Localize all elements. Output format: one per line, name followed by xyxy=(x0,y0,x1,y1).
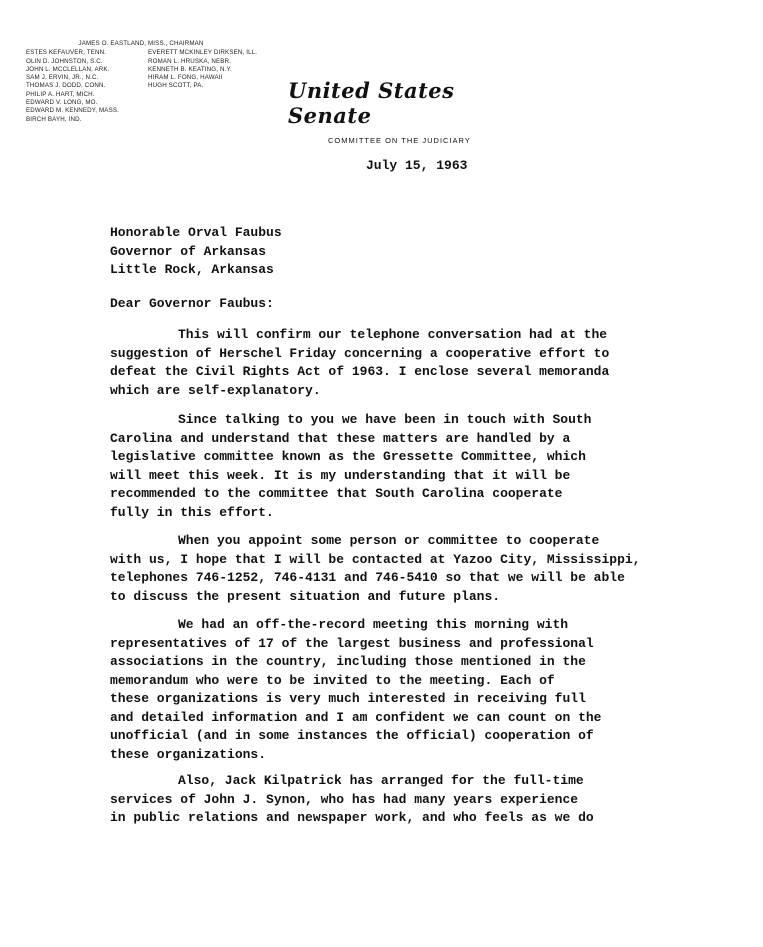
text-line: legislative committee known as the Gressette Committee, which xyxy=(110,449,586,464)
text-line: defeat the Civil Rights Act of 1963. I enclose several memoranda xyxy=(110,364,610,379)
committee-member: SAM J. ERVIN, JR., N.C. xyxy=(26,74,99,82)
text-line: and detailed information and I am confident we can count on the xyxy=(110,709,602,725)
committee-roster xyxy=(26,40,276,124)
text-line: Since talking to you we have been in touch with South xyxy=(178,412,592,427)
text-line: fully in this effort. xyxy=(110,504,274,520)
committee-member: BIRCH BAYH, IND. xyxy=(26,115,82,123)
committee-member: EDWARD M. KENNEDY, MASS. xyxy=(26,107,119,115)
committee-member: HUGH SCOTT, PA. xyxy=(148,82,204,90)
committee-member: ESTES KEFAUVER, TENN. xyxy=(26,49,107,57)
text-line: telephones 746-1252, 746-4131 and 746-5410 so that we will be able xyxy=(110,570,625,585)
text-line: unofficial (and in some instances the official) cooperation of xyxy=(110,728,594,743)
text-line: which are self-explanatory. xyxy=(110,382,321,398)
text-line: suggestion of Herschel Friday concerning a cooperative effort to xyxy=(110,345,610,361)
roster-left-column xyxy=(26,49,148,124)
text-line: to discuss the present situation and future plans. xyxy=(110,588,501,604)
letterhead xyxy=(288,78,528,145)
text-line: these organizations. xyxy=(110,746,267,762)
roster-right-column xyxy=(148,49,276,124)
text-line: This will confirm our telephone conversation had at the xyxy=(178,327,608,342)
text-line: services of John J. Synon, who has had many years experience xyxy=(110,791,579,807)
text-line: recommended to the committee that South Carolina cooperate xyxy=(110,486,563,501)
committee-member: EVERETT MCKINLEY DIRKSEN, ILL. xyxy=(148,49,258,57)
text-line: will meet this week. It is my understanding that it will be xyxy=(110,467,571,483)
address-line: Honorable Orval Faubus xyxy=(110,225,282,240)
text-line: memorandum who were to be invited to the meeting. Each of xyxy=(110,672,555,688)
committee-member: EDWARD V. LONG, MO. xyxy=(26,99,98,107)
paragraph-2 xyxy=(110,411,605,522)
committee-member: OLIN D. JOHNSTON, S.C. xyxy=(26,57,103,65)
text-line: Also, Jack Kilpatrick has arranged for the full-time xyxy=(178,773,584,788)
committee-member: PHILIP A. HART, MICH. xyxy=(26,90,95,98)
text-line: Carolina and understand that these matters are handled by a xyxy=(110,430,571,446)
text-line: these organizations is very much interested in receiving full xyxy=(110,691,586,706)
text-line: We had an off-the-record meeting this morning with xyxy=(178,617,569,632)
text-line: When you appoint some person or committee to cooperate xyxy=(178,533,600,548)
paragraph-1 xyxy=(110,326,610,400)
committee-member: JOHN L. MCCLELLAN, ARK. xyxy=(26,65,110,73)
paragraph-4 xyxy=(110,616,605,764)
address-line: Governor of Arkansas xyxy=(110,243,267,259)
text-line: associations in the country, including those mentioned in the xyxy=(110,654,586,669)
committee-chairman: JAMES O. EASTLAND, MISS., CHAIRMAN xyxy=(78,40,204,47)
text-line: with us, I hope that I will be contacted at Yazoo City, Mississippi, xyxy=(110,551,641,567)
committee-member: THOMAS J. DODD, CONN. xyxy=(26,82,106,90)
letter-date: July 15, 1963 xyxy=(366,158,468,173)
committee-member: KENNETH B. KEATING, N.Y. xyxy=(148,65,232,73)
paragraph-5 xyxy=(110,772,605,828)
senate-title: United States Senate xyxy=(288,78,455,128)
address-line: Little Rock, Arkansas xyxy=(110,262,274,277)
text-line: in public relations and newspaper work, and who feels as we do xyxy=(110,810,594,825)
text-line: representatives of 17 of the largest business and professional xyxy=(110,635,594,651)
salutation: Dear Governor Faubus: xyxy=(110,296,274,311)
committee-member: ROMAN L. HRUSKA, NEBR. xyxy=(148,57,232,65)
paragraph-3 xyxy=(110,532,641,606)
committee-member: HIRAM L. FONG, HAWAII xyxy=(148,74,223,82)
recipient-address xyxy=(110,224,282,280)
committee-name: COMMITTEE ON THE JUDICIARY xyxy=(328,136,471,145)
